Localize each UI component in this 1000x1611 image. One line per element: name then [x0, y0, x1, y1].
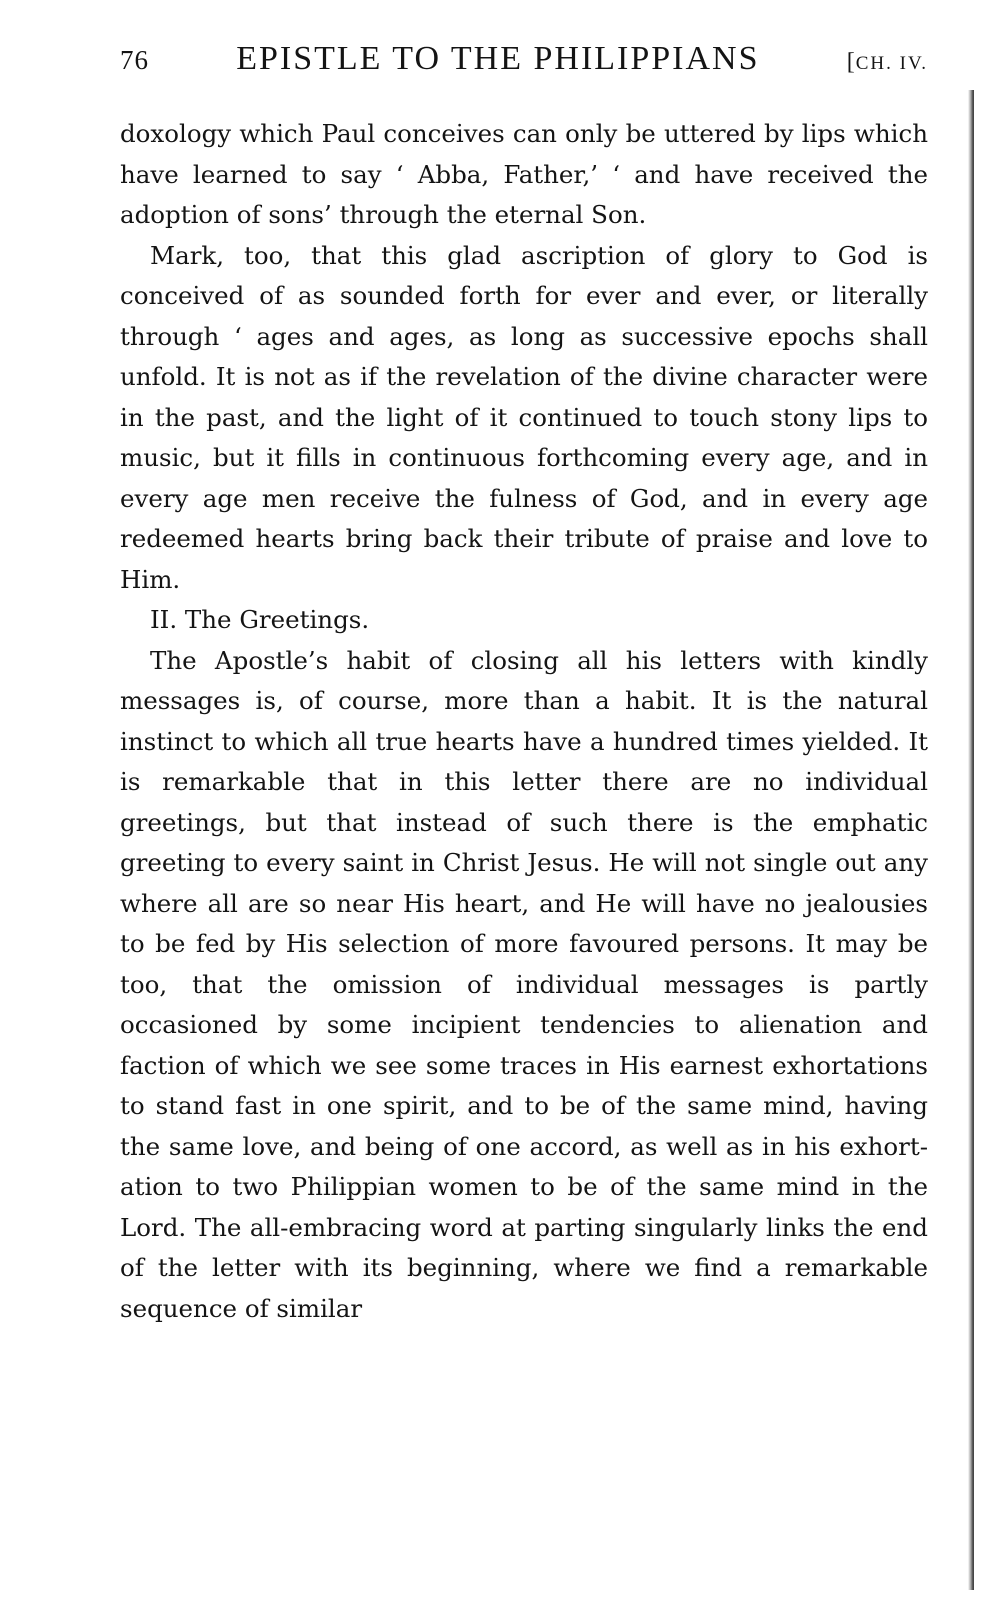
book-page — [120, 40, 928, 1329]
running-title: EPISTLE TO THE PHILIPPIANS — [236, 40, 760, 77]
page-edge-shadow — [968, 90, 974, 1590]
section-heading: II. The Greetings. — [150, 605, 370, 634]
page-number: 76 — [120, 45, 149, 75]
chapter-bracket: [ — [846, 49, 856, 75]
paragraph-continuation: doxology which Paul conceives can only be uttered by lips which have learned to say ‘ Abba, Father,’ ‘ and have received the adoption of sons’ through the eternal Son. — [120, 119, 928, 229]
chapter-label: CH. IV. — [855, 53, 928, 74]
paragraph-greetings: The Apostle’s habit of closing all his letters with kindly messages is, of course, more than a habit. It is the natural instinct to which all true hearts have a hundred times yielded. It is remarkable that in this letter there are no individual greetings, but that instead of such there is the emphatic greeting to every saint in Christ Jesus. He will not single out any where all are so near His heart, and He will have no jealousies to be fed by His selection of more favoured persons. It may be too, that the omission of individual messages is partly occasioned by some incipient tendencies to alienation and faction of which we see some traces in His earnest exhortations to stand fast in one spirit, and to be of the same mind, having the same love, and being of one accord, as well as in his exhortation to two Philippian women to be of the same mind in the Lord. The all-embracing word at parting singularly links the end of the letter with its beginning, where we find a remarkable sequence of similar — [120, 645, 928, 1323]
running-head — [120, 40, 928, 96]
body-text — [120, 114, 928, 1329]
paragraph-doxology: Mark, too, that this glad ascription of glory to God is conceived of as sounded forth for ever and ever, or literally through ‘ ages and ages, as long as successive epochs shall unfold. It is not as if the revelation of the divine character were in the past, and the light of it continued to touch stony lips to music, but it fills in continuous forthcoming every age, and in every age men receive the fulness of God, and in every age redeemed hearts bring back their tribute of praise and love to Him. — [120, 240, 928, 594]
chapter-reference — [847, 49, 928, 76]
